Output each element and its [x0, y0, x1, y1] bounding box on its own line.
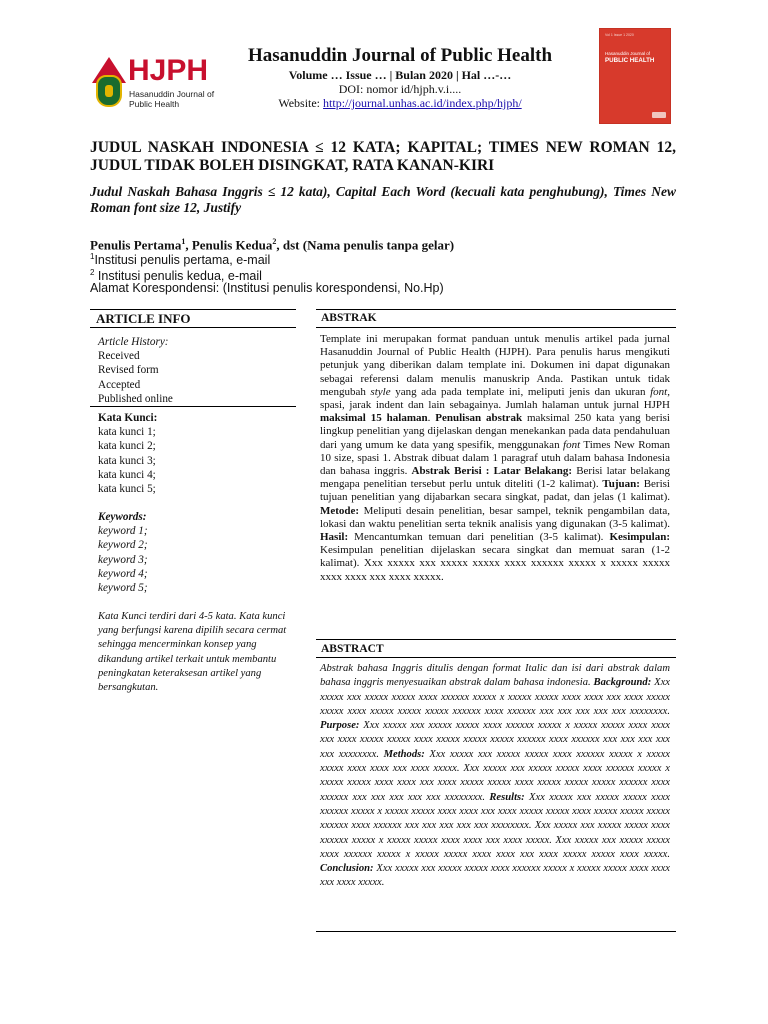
journal-title: Hasanuddin Journal of Public Health: [247, 45, 553, 66]
divider: [90, 406, 296, 407]
abstrak-heading: ABSTRAK: [321, 312, 377, 324]
article-info-heading: ARTICLE INFO: [96, 311, 191, 326]
volume-line: Volume … Issue … | Bulan 2020 | Hal …-…: [288, 68, 512, 82]
journal-cover-thumbnail: Vol 1 Issue 1 2020 Hasanuddin Journal of PUBLIC HEALTH: [599, 28, 671, 124]
history-item: Published online: [98, 392, 173, 405]
abstract-body: Abstrak bahasa Inggris ditulis dengan format Italic dan isi dari abstrak dalam bahasa inggris menyesuaikan abstrak dalam bahasa indonesia. Background: Xxx xxxxx xxx xxxxx xxxxx xxxx xxxxxx xxxxx x xxxxx xxxxx xxxx xxxx xxx xxxx xxxxx xxxxx xxxx xxxxx xxxxx xxxxx xxxxxx xxxx xxxxxx xxx xxx xxx xxx xxx xxxxxxxx. Purpose: Xxx xxxxx xxx xxxxx xxxxx xxxx xxxxxx xxxxx x xxxxx xxxxx xxxx xxxx xxx xxxx xxxxx xxxxx xxxx xxxxx xxxxx xxxxx xxxxxx xxxx xxxxxx xxx xxx xxx xxx xxx xxxxxxxx. Methods: Xxx xxxxx xxx xxxxx xxxxx xxxx xxxxxx xxxxx x xxxxx xxxxx xxxx xxxx xxx xxxx xxxxx. Xxx xxxxx xxx xxxxx xxxxx xxxx xxxxxx xxxxx x xxxxx xxxxx xxxx xxxx xxx xxxx xxxxx xxxxx xxxx xxxxx xxxxx xxxxx xxxxxx xxxx xxxxxx xxx xxx xxx xxx xxx xxxxxxxx. Results: Xxx xxxxx xxx xxxxx xxxxx xxxx xxxxxx xxxxx x xxxxx xxxxx xxxx xxxx xxx xxxx xxxxx xxxxx xxxx xxxxx xxxxx xxxxx xxxxxx xxxx xxxxxx xxx xxx xxx xxx xxx xxxxxxxx. Xxx xxxxx xxx xxxxx xxxxx xxxx xxxxxx xxxxx x xxxxx xxxxx xxxx xxxx xxx xxxx xxxxx. Xxx xxxxx xxx xxxxx xxxxx xxxx xxxxxx xxxxx x xxxxx xxxxx xxxx xxxx xxx xxxx xxxxx xxxxx xxxx xxxxx. Conclusion: Xxx xxxxx xxx xxxxx xxxxx xxxx xxxxxx xxxxx x xxxxx xxxxx xxxx xxxx xxx xxxx xxxxx.: [320, 663, 670, 889]
title-english: Judul Naskah Bahasa Inggris ≤ 12 kata), Capital Each Word (kecuali kata penghubung), Times New Roman font size 12, Justify: [90, 184, 676, 215]
divider: [316, 931, 676, 932]
keyword-item: keyword 1;: [98, 525, 148, 538]
article-history: [98, 335, 173, 406]
keyword-item: keyword 2;: [98, 539, 148, 552]
kata-kunci-item: kata kunci 2;: [98, 440, 156, 453]
keywords-block: [98, 510, 148, 595]
kata-kunci-item: kata kunci 3;: [98, 454, 156, 467]
author-line: Penulis Pertama$^1$, Penulis Kedua$^2$, dst (Nama penulis tanpa gelar): [90, 237, 455, 253]
history-item: Received: [98, 350, 140, 363]
kata-kunci-item: kata kunci 5;: [98, 483, 156, 496]
university-emblem-icon: [96, 75, 122, 107]
keyword-item: keyword 3;: [98, 553, 148, 566]
divider: [90, 309, 296, 310]
kata-kunci-block: [98, 411, 157, 496]
history-item: Revised form: [98, 364, 159, 377]
keyword-item: keyword 4;: [98, 567, 148, 580]
keywords-label: Keywords:: [98, 511, 147, 523]
abstrak-body: Template ini merupakan format panduan untuk menulis artikel pada jurnal Hasanuddin Journal of Public Health (HJPH). Para penulis harus mengikuti petunjuk yang diberikan dalam template ini. Dokumen ini dapat digunakan sebagai referensi dalam menulis manuskrip Anda. Pastikan untuk tidak mengubah style yang ada pada template ini, meliputi jenis dan ukuran font, spasi, jarak indent dan lain sebagainya. Jumlah halaman untuk jurnal HJPH maksimal 15 halaman. Penulisan abstrak maksimal 250 kata yang berisi lingkup penelitian yang dijelaskan dengan menekankan pada data pendahuluan dari yang umum ke data yang spesifik, menggunakan font Times New Roman 10 size, spasi 1. Abstrak dibuat dalam 1 paragraf utuh dalam bahasa Indonesia dan bahasa inggris. Abstrak Berisi : Latar Belakang: Berisi latar belakang mengapa penelitian tersebut perlu untuk diteliti (1-2 kalimat). Tujuan: Berisi tujuan penelitian yang dijabarkan secara singkat, padat, dan jelas (1 kalimat). Metode: Meliputi desain penelitian, besar sampel, teknik pengambilan data, lokasi dan waktu penelitian serta teknik analisis yang digunakan (3-5 kalimat). Hasil: Mencantumkan temuan dari penelitian (3-5 kalimat). Kesimpulan: Kesimpulan penelitian dijelaskan secara singkat dan memuat saran (1-2 kalimat). Xxx xxxxx xxx xxxxx xxxxx xxxx xxxxxx xxxxx x xxxxx xxxxx xxxx xxxx xxx xxxx xxxxx.: [320, 333, 670, 583]
correspondence-address: Alamat Korespondensi: (Institusi penulis korespondensi, No.Hp): [90, 281, 444, 295]
divider: [90, 327, 296, 328]
kata-kunci-label: Kata Kunci:: [98, 412, 158, 424]
kata-kunci-item: kata kunci 1;: [98, 426, 156, 439]
kata-kunci-item: kata kunci 4;: [98, 468, 156, 481]
divider: [316, 327, 676, 328]
logo-wordmark: HJPH: [128, 54, 209, 87]
keyword-item: keyword 5;: [98, 582, 148, 595]
divider: [316, 309, 676, 310]
cover-publisher-mark-icon: [652, 112, 666, 118]
divider: [316, 639, 676, 640]
history-item: Accepted: [98, 378, 141, 391]
affiliation-2: $^2$ Institusi penulis kedua, e-mail: [90, 268, 262, 284]
abstract-heading: ABSTRACT: [321, 643, 384, 655]
doi-line: DOI: nomor id/hjph.v.i....: [338, 82, 462, 96]
history-label: Article History:: [98, 336, 169, 348]
website-line: Website: http://journal.unhas.ac.id/index.php/hjph/: [278, 96, 522, 110]
logo-subtitle: Hasanuddin Journal of Public Health: [129, 89, 215, 109]
journal-logo: [90, 53, 215, 113]
title-indonesian: JUDUL NASKAH INDONESIA ≤ 12 KATA; KAPITAL; TIMES NEW ROMAN 12, JUDUL TIDAK BOLEH DISINGKAT, RATA KANAN-KIRI: [90, 139, 676, 174]
website-link[interactable]: http://journal.unhas.ac.id/index.php/hjph/: [323, 96, 522, 110]
keywords-note: Kata Kunci terdiri dari 4-5 kata. Kata kunci yang berfungsi karena dipilih secara cermat sehingga mencerminkan konsep yang dikandung artikel terkait untuk membantu peningkatan keteraksesan artikel yang bersangkutan.: [98, 611, 287, 694]
affiliation-1: $^1$Institusi penulis pertama, e-mail: [90, 252, 271, 268]
divider: [316, 657, 676, 658]
